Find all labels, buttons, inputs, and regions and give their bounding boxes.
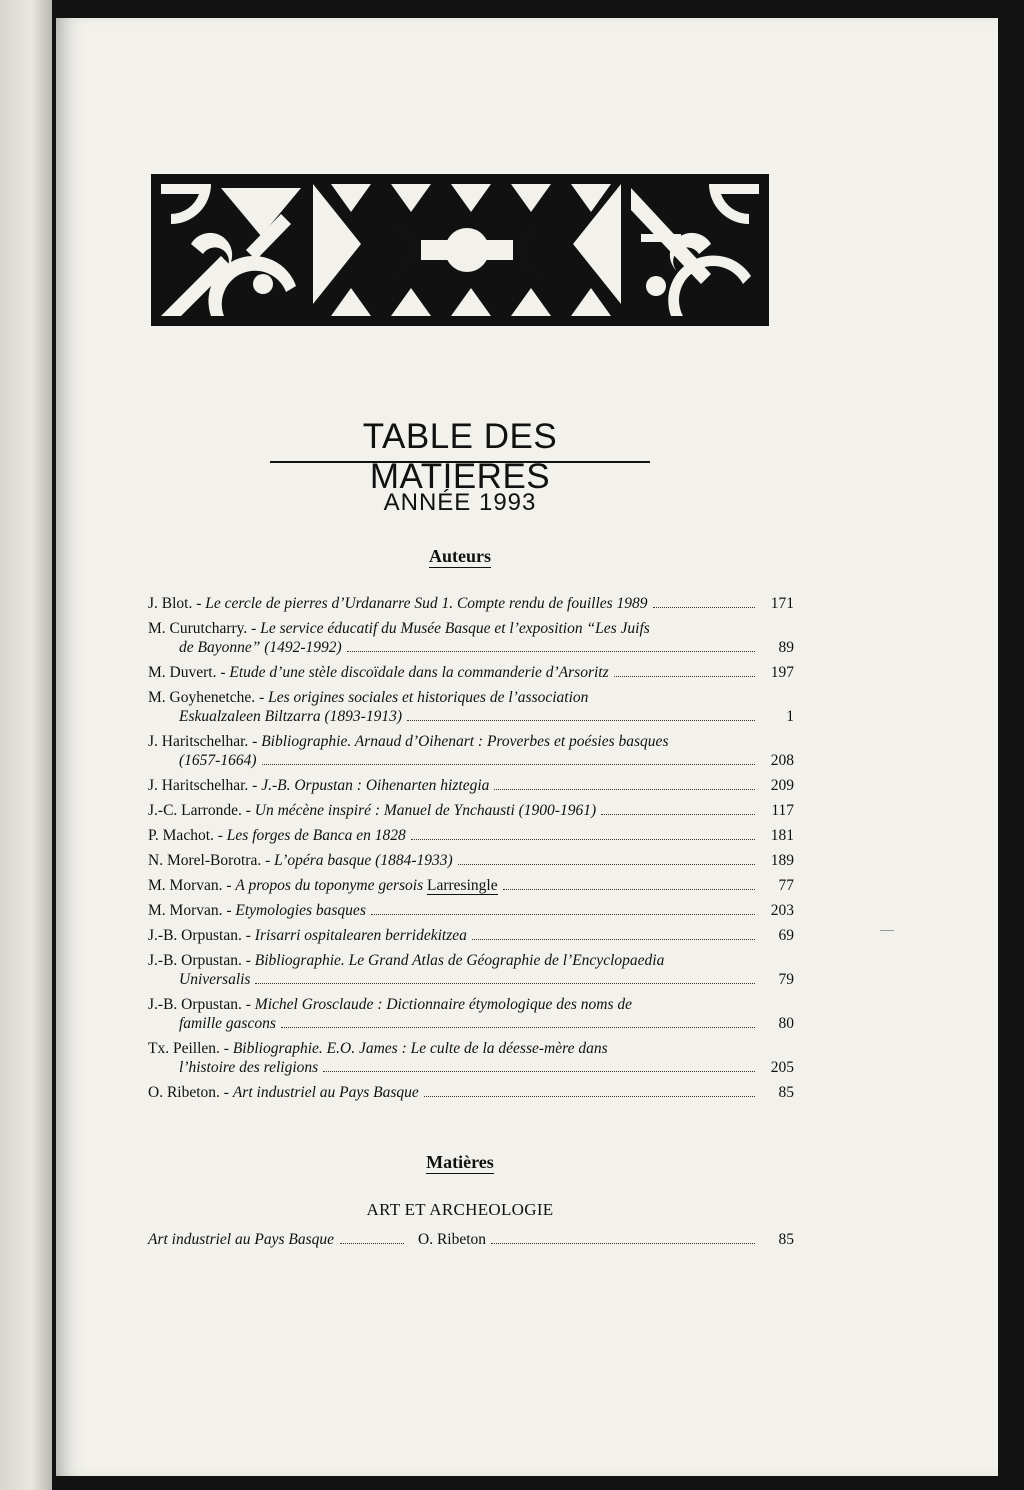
entry-page: 205 xyxy=(770,1059,794,1076)
toc-entry xyxy=(148,851,794,870)
dot-leader xyxy=(411,839,755,840)
toc-entry xyxy=(148,776,794,795)
entry-separator: - xyxy=(216,664,230,681)
dot-leader xyxy=(407,720,755,721)
entry-title: Michel Grosclaude : Dictionnaire étymologique des noms de xyxy=(254,996,633,1013)
entry-separator: - xyxy=(247,620,261,637)
subject-row-title: Art industriel au Pays Basque xyxy=(148,1231,334,1248)
year-heading: ANNÉE 1993 xyxy=(383,489,537,516)
entry-title: Le service éducatif du Musée Basque et l’exposition “Les Juifs xyxy=(260,620,650,637)
entry-separator: - xyxy=(261,852,275,869)
entry-separator: - xyxy=(241,802,255,819)
toc-entry xyxy=(148,663,794,682)
entry-title: Les origines sociales et historiques de l’association xyxy=(268,689,589,706)
toc-entry xyxy=(148,951,794,989)
entry-author: J.-B. Orpustan. xyxy=(148,927,242,944)
entry-separator: - xyxy=(222,902,236,919)
crop-mark xyxy=(880,930,894,931)
entry-title: L’opéra basque (1884-1933) xyxy=(274,852,453,869)
entry-title: Un mécène inspiré : Manuel de Ynchausti (1900-1961) xyxy=(254,802,597,819)
entry-page: 1 xyxy=(786,708,794,725)
entry-title-placename: Larresingle xyxy=(427,877,498,894)
dot-leader xyxy=(262,764,756,765)
entry-separator: - xyxy=(241,927,255,944)
dot-leader xyxy=(371,914,755,915)
entry-page: 85 xyxy=(778,1084,794,1101)
entry-author: Tx. Peillen. xyxy=(148,1040,220,1057)
toc-entry xyxy=(148,688,794,726)
entry-author: P. Machot. xyxy=(148,827,214,844)
toc-entry xyxy=(148,1083,794,1102)
section-heading-auteurs: Auteurs xyxy=(429,546,491,566)
entry-separator: - xyxy=(255,689,269,706)
basque-geometric-frieze-icon xyxy=(151,174,769,326)
entry-page: 197 xyxy=(770,664,794,681)
entry-page: 80 xyxy=(778,1015,794,1032)
entry-title-continued: Eskualzaleen Biltzarra (1893-1913) xyxy=(179,708,403,725)
entry-title: Etymologies basques xyxy=(235,902,366,919)
entry-author: J. Blot. xyxy=(148,595,193,612)
entry-title: Art industriel au Pays Basque xyxy=(232,1084,419,1101)
entry-title: A propos du toponyme gersois xyxy=(235,877,424,894)
toc-entry xyxy=(148,901,794,920)
entry-author: M. Morvan. xyxy=(148,877,223,894)
dot-leader xyxy=(424,1096,755,1097)
subject-row-author: O. Ribeton xyxy=(418,1231,487,1248)
entry-title-continued: Universalis xyxy=(179,971,251,988)
entry-author: M. Curutcharry. xyxy=(148,620,248,637)
dot-leader xyxy=(281,1027,755,1028)
entry-separator: - xyxy=(241,952,255,969)
toc-entry xyxy=(148,876,794,895)
entry-page: 69 xyxy=(778,927,794,944)
toc-entry xyxy=(148,594,794,613)
entry-separator: - xyxy=(213,827,227,844)
subject-heading: ART ET ARCHEOLOGIE xyxy=(366,1200,554,1219)
entry-title: J.-B. Orpustan : Oihenarten hiztegia xyxy=(261,777,490,794)
entry-author: N. Morel-Borotra. xyxy=(148,852,262,869)
entry-author: M. Morvan. xyxy=(148,902,223,919)
entry-separator: - xyxy=(222,877,236,894)
section-heading-matieres: Matières xyxy=(426,1152,494,1172)
entry-page: 77 xyxy=(778,877,794,894)
subject-row xyxy=(148,1231,794,1249)
entry-page: 79 xyxy=(778,971,794,988)
dot-leader xyxy=(458,864,755,865)
entry-author: M. Duvert. xyxy=(148,664,217,681)
entry-page: 181 xyxy=(770,827,794,844)
entry-page: 117 xyxy=(771,802,794,819)
facing-page-edge xyxy=(0,0,52,1490)
dot-leader xyxy=(653,607,755,608)
toc-entry xyxy=(148,995,794,1033)
entry-author: J.-B. Orpustan. xyxy=(148,952,242,969)
dot-leader xyxy=(347,651,755,652)
dot-leader xyxy=(323,1071,755,1072)
entry-title: Les forges de Banca en 1828 xyxy=(226,827,406,844)
entry-page: 208 xyxy=(770,752,794,769)
toc-entry xyxy=(148,732,794,770)
entry-title-continued: de Bayonne” (1492-1992) xyxy=(179,639,342,656)
toc-entry xyxy=(148,619,794,657)
entry-separator: - xyxy=(248,777,262,794)
entry-page: 171 xyxy=(770,595,794,612)
entry-title: Bibliographie. E.O. James : Le culte de la déesse-mère dans xyxy=(232,1040,608,1057)
entry-author: O. Ribeton. xyxy=(148,1084,220,1101)
dot-leader xyxy=(614,676,755,677)
entry-title-continued: (1657-1664) xyxy=(179,752,257,769)
entry-author: J. Haritschelhar. xyxy=(148,733,249,750)
entry-title: Bibliographie. Arnaud d’Oihenart : Proverbes et poésies basques xyxy=(261,733,669,750)
entry-author: M. Goyhenetche. xyxy=(148,689,256,706)
entry-title: Bibliographie. Le Grand Atlas de Géographie de l’Encyclopaedia xyxy=(254,952,665,969)
toc-author-list xyxy=(148,594,794,1108)
entry-author: J. Haritschelhar. xyxy=(148,777,249,794)
entry-author: J.-C. Larronde. xyxy=(148,802,242,819)
page-title: TABLE DES MATIERES xyxy=(362,417,558,496)
entry-page: 189 xyxy=(770,852,794,869)
entry-separator: - xyxy=(241,996,255,1013)
dot-leader xyxy=(255,983,755,984)
toc-entry xyxy=(148,801,794,820)
dot-leader xyxy=(503,889,755,890)
entry-page: 209 xyxy=(770,777,794,794)
entry-separator: - xyxy=(219,1084,233,1101)
dot-leader xyxy=(601,814,755,815)
toc-entry xyxy=(148,1039,794,1077)
entry-title: Irisarri ospitalearen berridekitzea xyxy=(254,927,467,944)
subject-row-page: 85 xyxy=(778,1231,794,1248)
entry-page: 203 xyxy=(770,902,794,919)
entry-title: Etude d’une stèle discoïdale dans la commanderie d’Arsoritz xyxy=(229,664,609,681)
entry-title-continued: l’histoire des religions xyxy=(179,1059,319,1076)
entry-title-continued: famille gascons xyxy=(179,1015,276,1032)
dot-leader xyxy=(494,789,755,790)
dot-leader xyxy=(472,939,755,940)
toc-entry xyxy=(148,826,794,845)
dot-leader xyxy=(491,1243,755,1244)
entry-author: J.-B. Orpustan. xyxy=(148,996,242,1013)
toc-entry xyxy=(148,926,794,945)
entry-separator: - xyxy=(219,1040,233,1057)
entry-page: 89 xyxy=(778,639,794,656)
entry-separator: - xyxy=(248,733,262,750)
entry-title: Le cercle de pierres d’Urdanarre Sud 1. Compte rendu de fouilles 1989 xyxy=(205,595,648,612)
dot-leader xyxy=(340,1243,404,1244)
entry-separator: - xyxy=(192,595,206,612)
title-underline xyxy=(270,461,650,463)
